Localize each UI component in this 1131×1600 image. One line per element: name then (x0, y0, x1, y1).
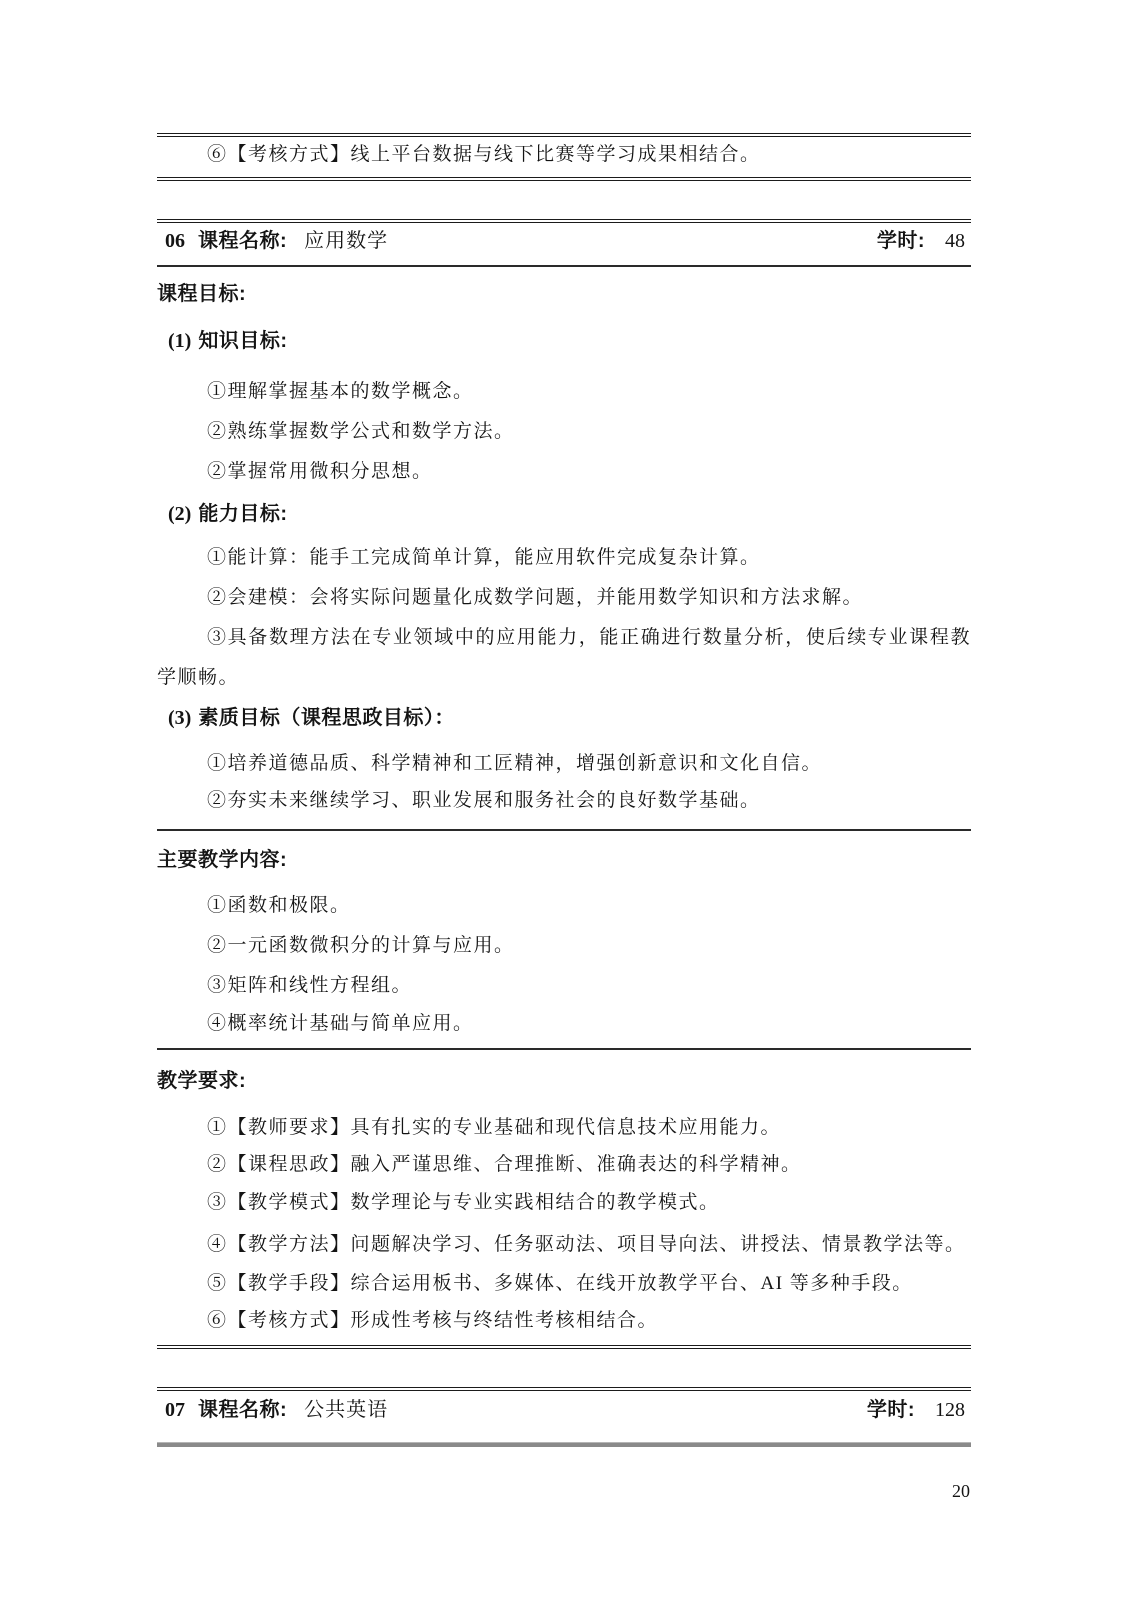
group-number: (2) (168, 503, 192, 525)
objective-item: ①能计算：能手工完成简单计算，能应用软件完成复杂计算。 (207, 547, 761, 568)
section-heading-objectives: 课程目标: (157, 283, 247, 305)
hours-label: 学时: (876, 230, 925, 252)
requirement-item: ⑥【考核方式】形成性考核与终结性考核相结合。 (207, 1310, 659, 1331)
hours-value: 128 (935, 1399, 965, 1421)
page-number: 20 (952, 1481, 970, 1501)
group-title: 素质目标（课程思政目标）： (198, 707, 455, 729)
course-07-title (165, 1395, 388, 1427)
table-border-double (157, 177, 971, 181)
requirement-item: ③【教学模式】数学理论与专业实践相结合的教学模式。 (207, 1192, 720, 1213)
hours-label: 学时: (866, 1399, 915, 1421)
content-item: ②一元函数微积分的计算与应用。 (207, 935, 515, 956)
requirement-item: ②【课程思政】融入严谨思维、合理推断、准确表达的科学精神。 (207, 1154, 802, 1175)
course-06-hours (877, 226, 965, 258)
group-number: (3) (168, 707, 192, 729)
objective-item: ②掌握常用微积分思想。 (207, 461, 433, 482)
requirement-item: ④【教学方法】问题解决学习、任务驱动法、项目导向法、讲授法、情景教学法等。 (207, 1234, 966, 1255)
content-item: ①函数和极限。 (207, 895, 351, 916)
course-name: 应用数学 (304, 230, 389, 252)
requirement-item: ⑤【教学手段】综合运用板书、多媒体、在线开放教学平台、AI 等多种手段。 (207, 1273, 913, 1294)
table-border-single (157, 829, 971, 831)
objective-item: ②会建模：会将实际问题量化成数学问题，并能用数学知识和方法求解。 (207, 587, 864, 608)
group-number: (1) (168, 330, 192, 352)
section-heading-content: 主要教学内容: (157, 849, 288, 871)
course-06-title (165, 226, 388, 258)
table-border-double (157, 219, 971, 223)
requirement-item: ①【教师要求】具有扎实的专业基础和现代信息技术应用能力。 (207, 1117, 782, 1138)
content-item: ④概率统计基础与简单应用。 (207, 1013, 474, 1034)
objective-group-3-label (168, 705, 455, 731)
objective-item: ②夯实未来继续学习、职业发展和服务社会的良好数学基础。 (207, 790, 761, 811)
content-item: ③矩阵和线性方程组。 (207, 975, 413, 996)
prev-course-assessment-line: ⑥【考核方式】线上平台数据与线下比赛等学习成果相结合。 (207, 144, 761, 165)
table-border-thick-gray (157, 1442, 971, 1447)
table-border-single (157, 265, 971, 267)
objective-group-1-label (168, 328, 288, 354)
objective-item: ①培养道德品质、科学精神和工匠精神，增强创新意识和文化自信。 (207, 753, 823, 774)
objective-item: ③具备数理方法在专业领域中的应用能力，能正确进行数量分析，使后续专业课程教学顺畅。 (157, 627, 971, 688)
course-number: 07 (165, 1399, 185, 1421)
table-border-single (157, 1048, 971, 1050)
objective-item: ②熟练掌握数学公式和数学方法。 (207, 421, 515, 442)
group-title: 能力目标: (198, 503, 288, 525)
course-number: 06 (165, 230, 185, 252)
course-07-hours (867, 1395, 965, 1427)
course-name: 公共英语 (304, 1399, 389, 1421)
table-border-double (157, 1345, 971, 1349)
hours-value: 48 (945, 230, 965, 252)
course-07-header-row (157, 1395, 971, 1427)
objective-group-2-label (168, 501, 288, 527)
section-heading-requirements: 教学要求: (157, 1070, 247, 1092)
course-name-label: 课程名称: (198, 230, 288, 252)
table-border-double (157, 1387, 971, 1391)
course-name-label: 课程名称: (198, 1399, 288, 1421)
objective-item: ①理解掌握基本的数学概念。 (207, 381, 474, 402)
course-06-header-row (157, 226, 971, 258)
group-title: 知识目标: (198, 330, 288, 352)
